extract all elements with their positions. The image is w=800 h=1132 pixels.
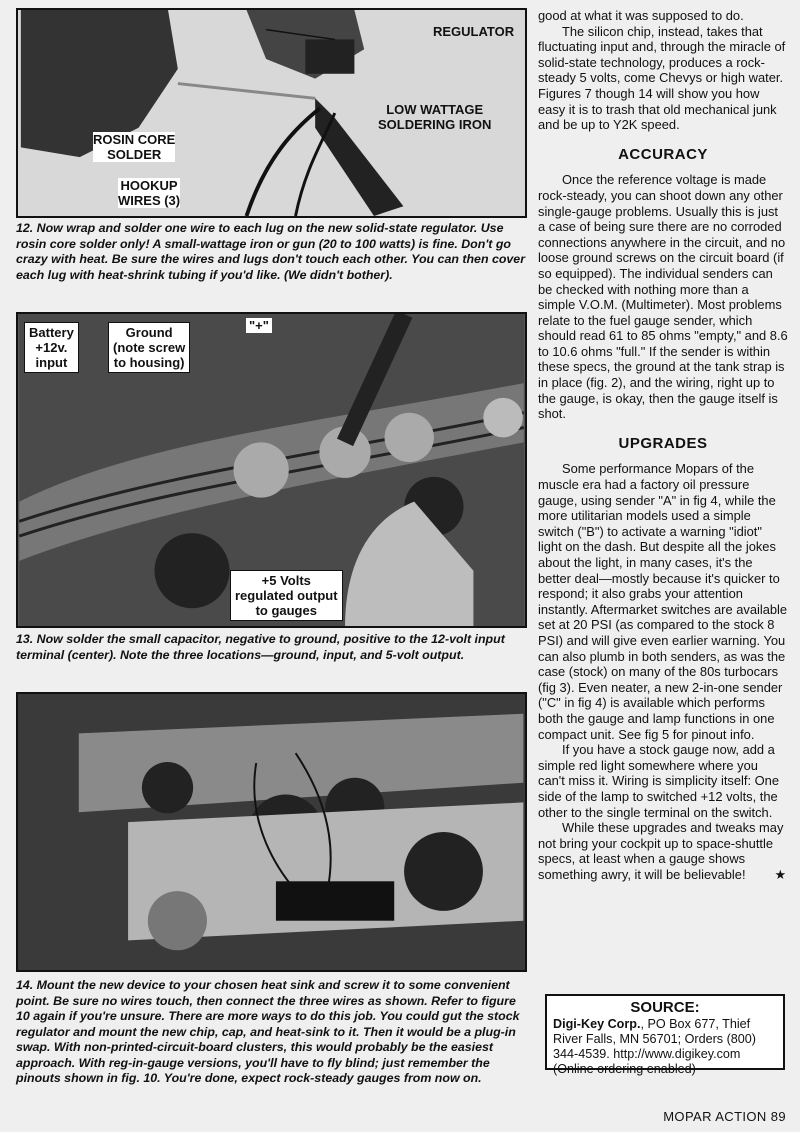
label-regulator: REGULATOR [433,24,515,39]
label-hookup-wires: HOOKUP WIRES (3) [118,178,181,208]
end-mark-icon: ★ [774,866,786,882]
photo-fig12 [16,8,527,218]
photo-fig14 [16,692,527,972]
label-rosin-solder: ROSIN CORE SOLDER [93,132,176,162]
label-plus: "+" [246,318,272,333]
source-company: Digi-Key Corp. [553,1017,641,1031]
source-text [553,1017,777,1077]
page-footer: MOPAR ACTION 89 [663,1109,786,1124]
paragraph-upgrades-1: Some performance Mopars of the muscle era had a factory oil pressure gauge, using sender "A" in fig 4, while the more utilitarian models used a simple switch ("B") to activate a warning "idiot" light on the dash. But despite all the jokes about the light, in many cases, it's the better deal—mostly because it's quicker to respond; it also grabs your attention instantly. Aftermarket switches are available set at 20 PSI (as compared to the stock 8 PSI) and will give even earlier warning. You can also plumb in both senders, as was the case (stock) on many of the 80s turbocars (fig 3). Even neater, a new 2-in-one sender ("C" in fig 4) is available which performs both the gauge and lamp functions in one compact unit. See fig 5 for pinout info. [538,461,788,742]
source-heading: SOURCE: [630,999,700,1016]
paragraph-intro-2: The silicon chip, instead, takes that fluctuating input and, through the miracle of solid-state technology, produces a rock-steady 5 volts, come Chevys or high water. Figures 7 though 14 will show you how easy it is to trash that old mechanical junk and be up to Y2K speed. [538,23,786,133]
text-column [538,8,788,882]
paragraph-upgrades-3 [538,820,788,882]
photo-fig14-illustration [18,694,525,970]
paragraph-upgrades-3-text: While these upgrades and tweaks may not bring your cockpit up to space-shuttle specs, at least when a gauge shows something awry, it will be believable! [538,820,784,882]
caption-fig14: 14. Mount the new device to your chosen heat sink and screw it to some convenient point. Be sure no wires touch, then connect the three wires as shown. Refer to figure 10 again if you're unsure. There are more ways to do this job. You could gut the stock regulator and mount the new chip, cap, and heat-sink to it. Then it would be a plug-in swap. With non-printed-circuit-board clusters, this would probably be the easiest approach. With reg-in-gauge versions, you'll have to fly blind; just remember the pinouts shown in fig. 10. You're done, expect rock-steady gauges from now on. [16,978,520,1085]
heading-upgrades: UPGRADES [618,434,708,452]
label-5v-output: +5 Volts regulated output to gauges [230,570,343,621]
photo-fig13 [16,312,527,628]
label-soldering-iron: LOW WATTAGE SOLDERING IRON [378,102,492,132]
heading-accuracy: ACCURACY [618,145,708,163]
caption-fig13: 13. Now solder the small capacitor, negative to ground, positive to the 12-volt input terminal (center). Note the three locations—ground, input, and 5-volt output. [16,632,505,662]
source-box [545,994,785,1076]
paragraph-intro-1: good at what it was supposed to do. [538,8,744,23]
paragraph-accuracy: Once the reference voltage is made rock-steady, you can shoot down any other single-gauge problems. Usually this is just a case of being sure there are no corroded connections anywhere in the circuit, and no loose ground screws on the circuit board (if so equipped). The individual senders can be checked with nothing more than a simple V.O.M. (Multimeter). Most problems relate to the fuel gauge sender, which should read 61 to 85 ohms "empty," and 8.6 to 10.6 ohms "full." If the sender is within these specs, the ground at the tank strap is in place (fig. 2), and the wiring, right up to the gauge, is okay, then the gauge itself is shot. [538,172,788,422]
caption-fig12: 12. Now wrap and solder one wire to each lug on the new solid-state regulator. Use rosin core solder only! A small-wattage iron or gun (20 to 100 watts) is fine. Don't go crazy with heat. Be sure the wires and lugs don't touch each other. You can then cover each lug with heat-shrink tubing if you'd like. (We didn't bother). [16,221,526,282]
label-battery-input: Battery +12v. input [24,322,79,373]
label-ground: Ground (note screw to housing) [108,322,190,373]
paragraph-upgrades-2: If you have a stock gauge now, add a simple red light somewhere where you can't miss it. Wiring is simplicity itself: One side of the lamp to switched +12 volts, the other to the single terminal on the switch. [538,742,779,820]
source-details: , PO Box 677, Thief River Falls, MN 56701; Orders (800) 344-4539. http://www.digikey.com (Online ordering enabled) [553,1017,756,1076]
